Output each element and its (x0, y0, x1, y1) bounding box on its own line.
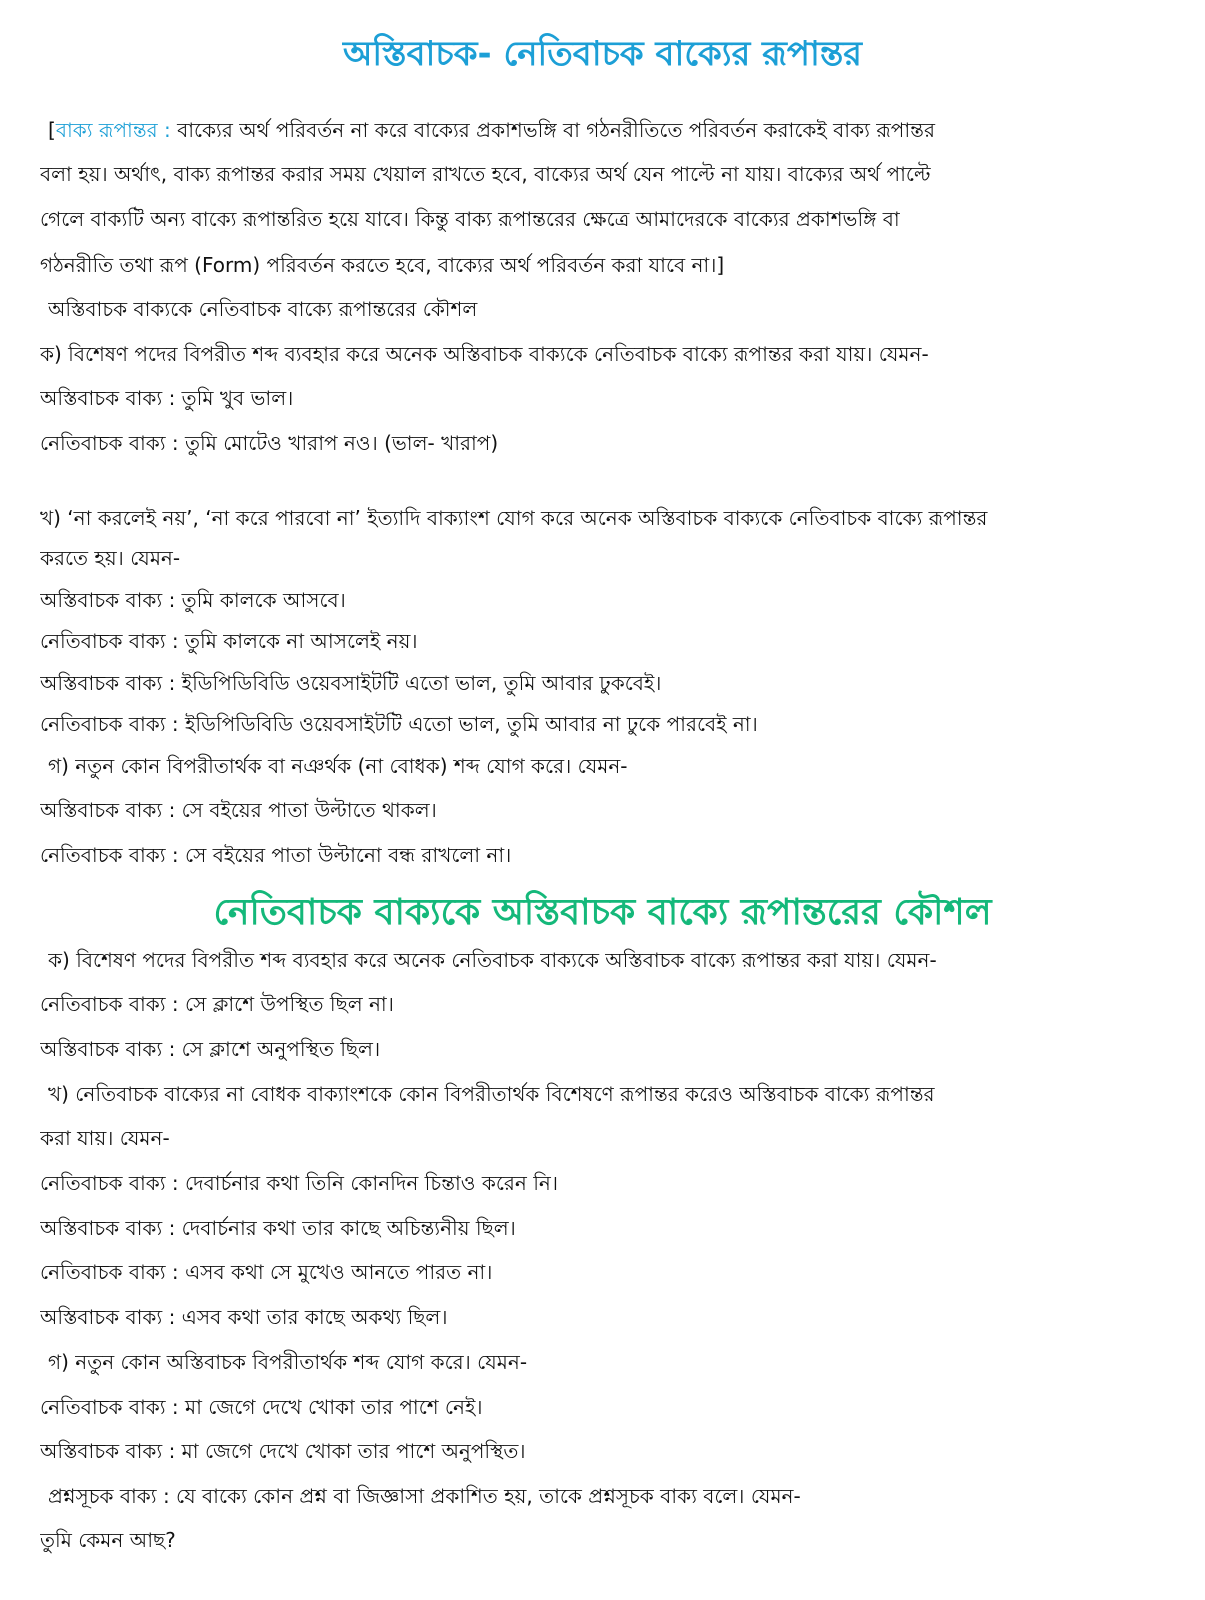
intro-line-3: গেলে বাক্যটি অন্য বাক্যে রূপান্তরিত হয়ে যাবে। কিন্তু বাক্য রূপান্তরের ক্ষেত্রে আমাদেরকে বাক্যের প্রকাশভঙ্গি বা (40, 207, 900, 231)
section2-kha-example-1: নেতিবাচক বাক্য : দেবার্চনার কথা তিনি কোনদিন চিন্তাও করেন নি। (40, 1171, 559, 1195)
section1-kha-example-2: নেতিবাচক বাক্য : তুমি কালকে না আসলেই নয়। (40, 629, 418, 653)
section1-kha-example-3: অস্তিবাচক বাক্য : ইডিপিডিবিডি ওয়েবসাইটটি এতো ভাল, তুমি আবার ঢুকবেই। (40, 671, 662, 695)
section2-kha-rule-1: খ) নেতিবাচক বাক্যের না বোধক বাক্যাংশকে কোন বিপরীতার্থক বিশেষণে রূপান্তর করেও অস্তিবাচক বাক্যে রূপান্তর (48, 1082, 935, 1106)
section1-kha-rule-2: করতে হয়। যেমন- (40, 546, 181, 570)
section2-ga-example-1: নেতিবাচক বাক্য : মা জেগে দেখে খোকা তার পাশে নেই। (40, 1395, 483, 1419)
section2-ka-example-2: অস্তিবাচক বাক্য : সে ক্লাশে অনুপস্থিত ছিল। (40, 1037, 381, 1061)
intro-line-1-rest: বাক্যের অর্থ পরিবর্তন না করে বাক্যের প্রকাশভঙ্গি বা গঠনরীতিতে পরিবর্তন করাকেই বাক্য রূপান্তর (170, 118, 935, 142)
section1-kha-rule-1: খ) ‘না করলেই নয়’, ‘না করে পারবো না’ ইত্যাদি বাক্যাংশ যোগ করে অনেক অস্তিবাচক বাক্যকে নেতিবাচক বাক্যে রূপান্তর (40, 506, 988, 530)
page-title: অস্তিবাচক- নেতিবাচক বাক্যের রূপান্তর (342, 34, 863, 74)
question-definition: প্রশ্নসূচক বাক্য : যে বাক্যে কোন প্রশ্ন বা জিজ্ঞাসা প্রকাশিত হয়, তাকে প্রশ্নসূচক বাক্য বলে। যেমন- (48, 1484, 801, 1508)
section1-ka-rule: ক) বিশেষণ পদের বিপরীত শব্দ ব্যবহার করে অনেক অস্তিবাচক বাক্যকে নেতিবাচক বাক্যে রূপান্তর করা যায়। যেমন- (40, 342, 929, 366)
section1-ka-example-2: নেতিবাচক বাক্য : তুমি মোটেও খারাপ নও। (ভাল- খারাপ) (40, 431, 499, 455)
section2-kha-rule-2: করা যায়। যেমন- (40, 1126, 170, 1150)
section2-ka-rule: ক) বিশেষণ পদের বিপরীত শব্দ ব্যবহার করে অনেক নেতিবাচক বাক্যকে অস্তিবাচক বাক্যে রূপান্তর করা যায়। যেমন- (48, 948, 937, 972)
section2-kha-example-3: নেতিবাচক বাক্য : এসব কথা সে মুখেও আনতে পারত না। (40, 1260, 493, 1284)
question-example: তুমি কেমন আছ? (40, 1528, 176, 1552)
section2-ga-rule: গ) নতুন কোন অস্তিবাচক বিপরীতার্থক শব্দ যোগ করে। যেমন- (48, 1350, 528, 1374)
section1-heading: অস্তিবাচক বাক্যকে নেতিবাচক বাক্যে রূপান্তরের কৌশল (48, 297, 478, 321)
section2-title: নেতিবাচক বাক্যকে অস্তিবাচক বাক্যে রূপান্তরের কৌশল (213, 892, 992, 933)
section2-kha-example-4: অস্তিবাচক বাক্য : এসব কথা তার কাছে অকথ্য ছিল। (40, 1305, 448, 1329)
section1-ka-example-1: অস্তিবাচক বাক্য : তুমি খুব ভাল। (40, 386, 294, 410)
section1-ga-rule: গ) নতুন কোন বিপরীতার্থক বা নঞর্থক (না বোধক) শব্দ যোগ করে। যেমন- (48, 754, 628, 778)
section2-ga-example-2: অস্তিবাচক বাক্য : মা জেগে দেখে খোকা তার পাশে অনুপস্থিত। (40, 1439, 526, 1463)
intro-term: বাক্য রূপান্তর : (55, 118, 171, 142)
intro-open-bracket: [ (48, 118, 56, 142)
section2-kha-example-2: অস্তিবাচক বাক্য : দেবার্চনার কথা তার কাছে অচিন্ত্যনীয় ছিল। (40, 1216, 516, 1240)
section1-ga-example-2: নেতিবাচক বাক্য : সে বইয়ের পাতা উল্টানো বন্ধ রাখলো না। (40, 843, 512, 867)
section1-ga-example-1: অস্তিবাচক বাক্য : সে বইয়ের পাতা উল্টাতে থাকল। (40, 798, 437, 822)
intro-line-2: বলা হয়। অর্থাৎ, বাক্য রূপান্তর করার সময় খেয়াল রাখতে হবে, বাক্যের অর্থ যেন পাল্টে না যায়। বাক্যের অর্থ পাল্টে (40, 162, 931, 186)
section2-ka-example-1: নেতিবাচক বাক্য : সে ক্লাশে উপস্থিত ছিল না। (40, 992, 394, 1016)
intro-line-1 (48, 114, 1188, 146)
section1-kha-example-4: নেতিবাচক বাক্য : ইডিপিডিবিডি ওয়েবসাইটটি এতো ভাল, তুমি আবার না ঢুকে পারবেই না। (40, 712, 758, 736)
section1-kha-example-1: অস্তিবাচক বাক্য : তুমি কালকে আসবে। (40, 588, 346, 612)
intro-line-4: গঠনরীতি তথা রূপ (Form) পরিবর্তন করতে হবে, বাক্যের অর্থ পরিবর্তন করা যাবে না।] (40, 253, 725, 277)
